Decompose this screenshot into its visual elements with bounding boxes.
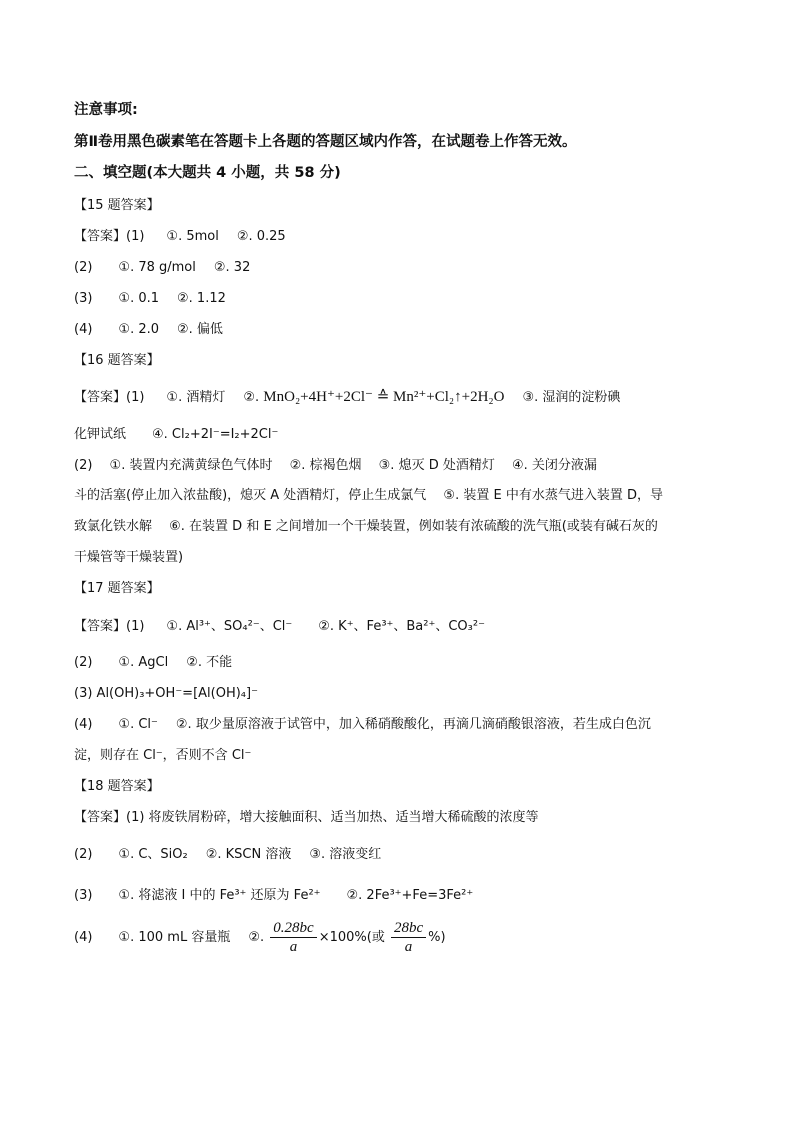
q17-line-2 <box>74 653 232 673</box>
q15-part2-answer-b: ②. 32 <box>213 260 251 275</box>
q17-line-5: 淀，则存在 Cl⁻，否则不含 Cl⁻ <box>74 748 252 763</box>
q16-part2-line-1: (2) ①. 装置内充满黄绿色气体时 ②. 棕褐色烟 ③. 熄灭 D 处酒精灯 ④. 关闭分液漏 <box>74 458 597 473</box>
q15-part4-label: (4) <box>74 322 93 337</box>
q17-line-3: (3) Al(OH)₃+OH⁻=[Al(OH)₄]⁻ <box>74 686 258 701</box>
q17-part2-answer-b: ②. 不能 <box>186 655 233 670</box>
q15-part2-label: (2) <box>74 260 93 275</box>
q17-part2-label: (2) <box>74 655 93 670</box>
q15-part2-answer-a: ①. 78 g/mol <box>118 260 196 275</box>
q16-part1-answer-a: ①. 酒精灯 <box>166 390 226 405</box>
q18-header: 【18 题答案】 <box>74 779 160 794</box>
fraction-1-numerator: 0.28bc <box>270 919 316 938</box>
q17-header: 【17 题答案】 <box>74 581 160 596</box>
q16-part1-label: 【答案】(1) <box>74 390 145 405</box>
q15-line-4 <box>74 320 223 340</box>
fraction-1 <box>270 919 316 956</box>
fraction-2 <box>391 919 426 956</box>
q16-part2-line-4: 干燥管等干燥装置) <box>74 550 184 565</box>
q17-part4-answer-b: ②. 取少量原溶液于试管中，加入稀硝酸酸化，再滴几滴硝酸银溶液，若生成白色沉 <box>175 717 651 732</box>
q18-line-2 <box>74 845 381 865</box>
q18-part2-label: (2) <box>74 847 93 862</box>
notice-title: 注意事项: <box>74 102 138 118</box>
q17-part1-answer-b: ②. K⁺、Fe³⁺、Ba²⁺、CO₃²⁻ <box>318 619 485 634</box>
alt-answer-open: (或 <box>366 930 385 945</box>
q15-part3-answer-b: ②. 1.12 <box>177 291 226 306</box>
q18-part4-answer-a: ①. 100 mL 容量瓶 <box>118 930 231 945</box>
q17-part1-answer-a: ①. Al³⁺、SO₄²⁻、Cl⁻ <box>166 619 293 634</box>
fraction-1-denominator: a <box>289 939 298 955</box>
q17-line-4 <box>74 715 651 735</box>
q16-part2-line-2: 斗的活塞(停止加入浓盐酸)，熄灭 A 处酒精灯，停止生成氯气 ⑤. 装置 E 中有水蒸气进入装置 D，导 <box>74 488 663 503</box>
q16-line-2-text: 化钾试纸 <box>74 427 127 442</box>
q16-header: 【16 题答案】 <box>74 353 160 368</box>
q15-part1-answer-b: ②. 0.25 <box>236 229 286 244</box>
q16-equation: MnO₂+4H⁺+2Cl⁻ ≙ Mn²⁺+Cl₂↑+2H₂O <box>263 389 505 405</box>
q18-part4-answer-b-label: ②. <box>248 930 265 945</box>
q15-part4-answer-b: ②. 偏低 <box>177 322 223 337</box>
q17-part4-answer-a: ①. Cl⁻ <box>118 717 158 732</box>
q17-line-1 <box>74 617 485 637</box>
q18-line-3 <box>74 886 473 906</box>
alt-answer-close: %) <box>428 930 446 945</box>
notice-rule: 第Ⅱ卷用黑色碳素笔在答题卡上各题的答题区域内作答，在试题卷上作答无效。 <box>74 134 577 150</box>
times-100-percent: ×100% <box>318 930 367 945</box>
q17-part2-answer-a: ①. AgCl <box>118 655 169 670</box>
fraction-2-numerator: 28bc <box>391 919 426 938</box>
q15-part1-label: 【答案】(1) <box>74 229 145 244</box>
q18-part2-answer-b: ②. KSCN 溶液 <box>205 847 292 862</box>
q16-part1-answer-b-label: ②. <box>243 390 260 405</box>
q16-part1-answer-d: ④. Cl₂+2I⁻=I₂+2Cl⁻ <box>152 427 279 442</box>
section-heading: 二、填空题(本大题共 4 小题，共 58 分) <box>74 165 341 181</box>
q17-part4-label: (4) <box>74 717 93 732</box>
q16-line-1 <box>74 387 620 408</box>
q18-part3-answer-a: ①. 将滤液 I 中的 Fe³⁺ 还原为 Fe²⁺ <box>118 888 321 903</box>
q16-part2-line-3: 致氯化铁水解 ⑥. 在装置 D 和 E 之间增加一个干燥装置，例如装有浓硫酸的洗气瓶(或装有碱石灰的 <box>74 519 658 534</box>
q15-part3-label: (3) <box>74 291 93 306</box>
q18-part2-answer-c: ③. 溶液变红 <box>309 847 382 862</box>
q15-line-3 <box>74 289 226 309</box>
q16-part1-answer-c: ③. 湿润的淀粉碘 <box>522 390 621 405</box>
fraction-2-denominator: a <box>404 939 413 955</box>
q15-part3-answer-a: ①. 0.1 <box>118 291 160 306</box>
q16-line-2 <box>74 425 278 445</box>
q18-part4-label: (4) <box>74 930 93 945</box>
q18-part2-answer-a: ①. C、SiO₂ <box>118 847 188 862</box>
q15-part1-answer-a: ①. 5mol <box>166 229 219 244</box>
q18-part3-label: (3) <box>74 888 93 903</box>
q18-part3-answer-b: ②. 2Fe³⁺+Fe=3Fe²⁺ <box>346 888 474 903</box>
q17-part1-label: 【答案】(1) <box>74 619 145 634</box>
q15-part4-answer-a: ①. 2.0 <box>118 322 160 337</box>
q18-line-4 <box>74 917 446 959</box>
q15-header: 【15 题答案】 <box>74 198 160 213</box>
q18-line-1: 【答案】(1) 将废铁屑粉碎，增大接触面积、适当加热、适当增大稀硫酸的浓度等 <box>74 810 539 825</box>
q15-line-2 <box>74 258 250 278</box>
q15-line-1 <box>74 227 286 247</box>
